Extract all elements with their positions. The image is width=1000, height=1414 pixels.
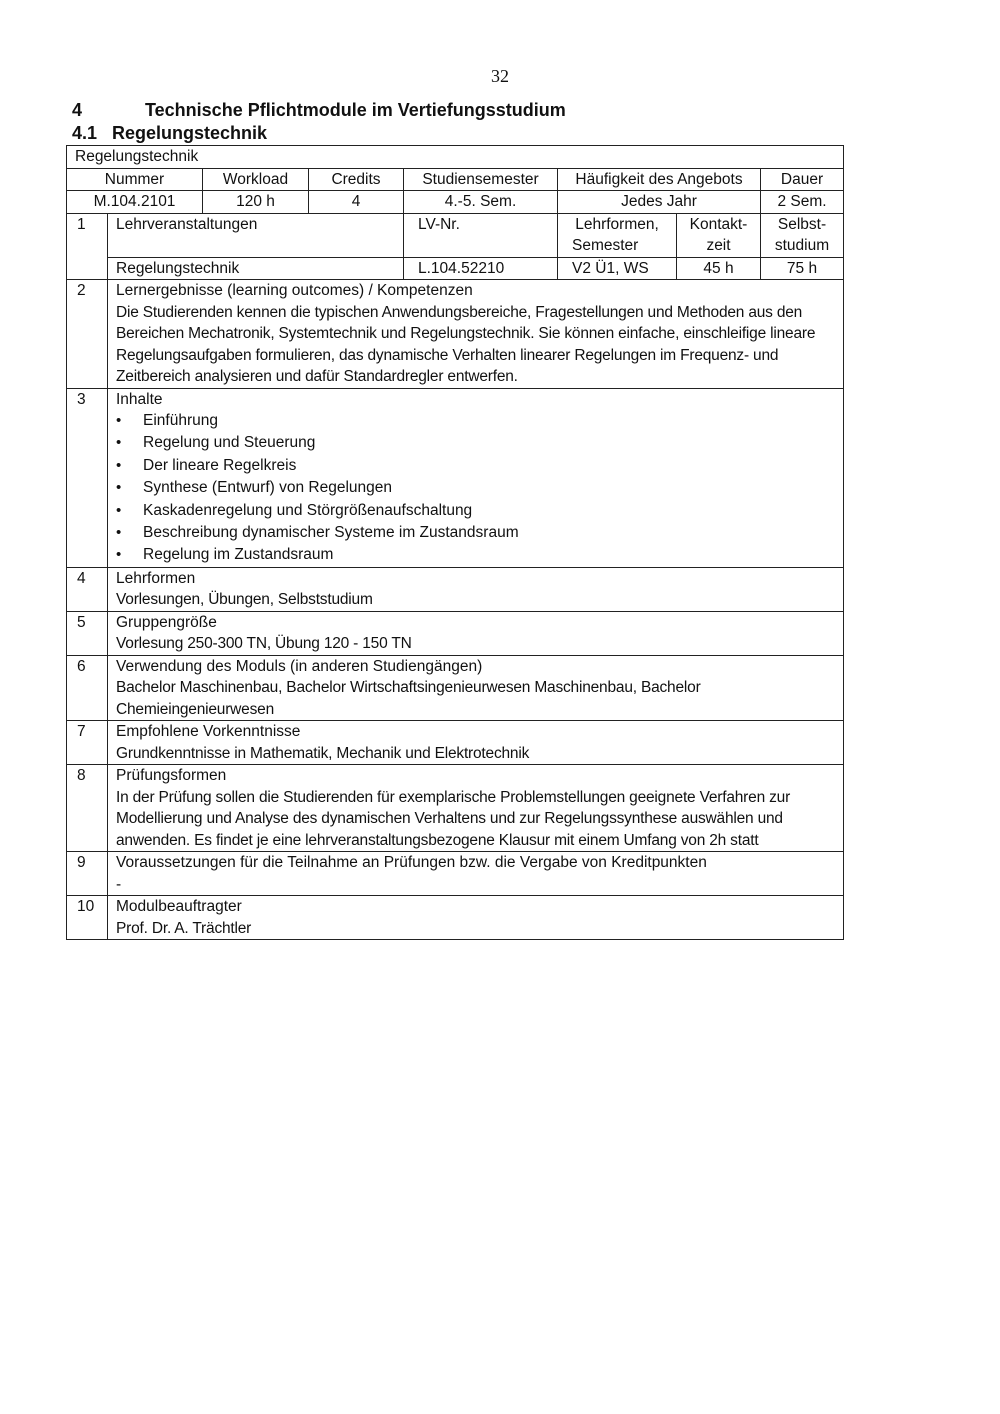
self-study-label-line1: Selbst- [777, 215, 827, 233]
section-number-8: 8 [67, 765, 108, 852]
course-name: Regelungstechnik [108, 257, 404, 280]
module-header-labels [67, 168, 844, 191]
duration-label: Dauer [761, 168, 844, 191]
semester-label: Studiensemester [404, 168, 558, 191]
teaching-forms-title: Lehrformen [116, 569, 196, 587]
page-number: 32 [491, 66, 509, 86]
teaching-forms-cell [108, 567, 844, 611]
section-number-4: 4 [67, 567, 108, 611]
group-size-row [67, 611, 844, 655]
exam-requirements-cell [108, 852, 844, 896]
forms-label-line1: Lehrformen, [575, 215, 659, 233]
section-number-5: 5 [67, 611, 108, 655]
list-item: • Synthese (Entwurf) von Regelungen [116, 477, 835, 499]
contact-label [677, 213, 761, 257]
exams-cell [108, 765, 844, 852]
section-title: Regelungstechnik [112, 123, 268, 143]
section-number-1: 1 [67, 213, 108, 280]
prerequisites-text: Grundkenntnisse in Mathematik, Mechanik und Elektrotechnik [116, 744, 530, 762]
course-self-study: 75 h [761, 257, 844, 280]
section-number-3: 3 [67, 388, 108, 567]
contents-title: Inhalte [116, 390, 163, 408]
prerequisites-row [67, 721, 844, 765]
frequency-label: Häufigkeit des Angebots [558, 168, 761, 191]
workload-label: Workload [203, 168, 309, 191]
list-item: • Der lineare Regelkreis [116, 455, 835, 477]
responsible-row [67, 896, 844, 940]
chapter-heading [72, 100, 566, 121]
module-title: Regelungstechnik [67, 146, 844, 169]
list-item: • Einführung [116, 410, 835, 432]
responsible-text: Prof. Dr. A. Trächtler [116, 919, 252, 937]
contents-row [67, 388, 844, 567]
contact-label-line1: Kontakt- [689, 215, 748, 233]
workload-value: 120 h [203, 191, 309, 214]
list-item: • Kaskadenregelung und Störgrößenaufschaltung [116, 500, 835, 522]
section-number-2: 2 [67, 280, 108, 389]
list-item: • Beschreibung dynamischer Systeme im Zustandsraum [116, 522, 835, 544]
credits-label: Credits [309, 168, 404, 191]
duration-value: 2 Sem. [761, 191, 844, 214]
usage-cell [108, 655, 844, 721]
group-size-title: Gruppengröße [116, 613, 217, 631]
course-row [67, 257, 844, 280]
teaching-forms-row [67, 567, 844, 611]
outcomes-row [67, 280, 844, 389]
list-item: • Regelung im Zustandsraum [116, 544, 835, 566]
course-forms: V2 Ü1, WS [558, 257, 677, 280]
chapter-title: Technische Pflichtmodule im Vertiefungsstudium [145, 100, 566, 120]
contact-label-line2: zeit [706, 237, 731, 254]
responsible-cell [108, 896, 844, 940]
exam-requirements-title: Voraussetzungen für die Teilnahme an Prüfungen bzw. die Vergabe von Kreditpunkten [116, 854, 707, 872]
self-study-label [761, 213, 844, 257]
exams-title: Prüfungsformen [116, 767, 227, 785]
exam-requirements-row [67, 852, 844, 896]
module-header-values [67, 191, 844, 214]
responsible-title: Modulbeauftragter [116, 898, 242, 916]
section-number-6: 6 [67, 655, 108, 721]
section-number-9: 9 [67, 852, 108, 896]
usage-title: Verwendung des Moduls (in anderen Studiengängen) [116, 657, 483, 675]
outcomes-cell [108, 280, 844, 389]
outcomes-title: Lernergebnisse (learning outcomes) / Kompetenzen [116, 282, 473, 299]
lv-label: LV-Nr. [404, 213, 558, 257]
self-study-label-line2: studium [774, 237, 830, 254]
group-size-text: Vorlesung 250-300 TN, Übung 120 - 150 TN [116, 635, 412, 653]
courses-header-row [67, 213, 844, 257]
contents-list [116, 410, 835, 567]
chapter-number: 4 [72, 100, 83, 120]
section-number: 4.1 [72, 123, 98, 143]
credits-value: 4 [309, 191, 404, 214]
module-table [66, 145, 844, 940]
section-number-7: 7 [67, 721, 108, 765]
teaching-forms-text: Vorlesungen, Übungen, Selbststudium [116, 591, 373, 609]
outcomes-text: Die Studierenden kennen die typischen Anwendungsbereiche, Fragestellungen und Methoden aus den Bereichen Mechatronik, Systemtechnik und Regelungstechnik. Sie können einfache, einschleifige lineare Regelungsaufgaben formulieren, das dynamische Verhalten linearer Regelungen im Frequenz- und Zeitbereich analysieren und dafür Standardregler entwerfen. [116, 303, 816, 385]
usage-text: Bachelor Maschinenbau, Bachelor Wirtschaftsingenieurwesen Maschinenbau, Bachelor Chemieingenieurwesen [116, 679, 701, 718]
prerequisites-title: Empfohlene Vorkenntnisse [116, 723, 301, 741]
module-title-row [67, 146, 844, 169]
forms-label [558, 213, 677, 257]
course-contact-time: 45 h [677, 257, 761, 280]
exams-text: In der Prüfung sollen die Studierenden für exemplarische Problemstellungen geeignete Verfahren zur Modellierung und Analyse des dynamischen Verhaltens und zur Regelungssynthese auswählen und anwenden. Es findet je eine lehrveranstaltungsbezogene Klausur mit einem Umfang von 2h statt [116, 788, 791, 849]
semester-value: 4.-5. Sem. [404, 191, 558, 214]
exam-requirements-text: - [116, 875, 121, 893]
courses-label: Lehrveranstaltungen [108, 213, 404, 257]
nummer-value: M.104.2101 [67, 191, 203, 214]
course-lv-number: L.104.52210 [404, 257, 558, 280]
frequency-value: Jedes Jahr [558, 191, 761, 214]
usage-row [67, 655, 844, 721]
group-size-cell [108, 611, 844, 655]
contents-cell [108, 388, 844, 567]
exams-row [67, 765, 844, 852]
list-item: • Regelung und Steuerung [116, 432, 835, 454]
forms-label-line2: Semester [572, 237, 639, 254]
section-number-10: 10 [67, 896, 108, 940]
section-heading [72, 123, 267, 144]
prerequisites-cell [108, 721, 844, 765]
nummer-label: Nummer [67, 168, 203, 191]
